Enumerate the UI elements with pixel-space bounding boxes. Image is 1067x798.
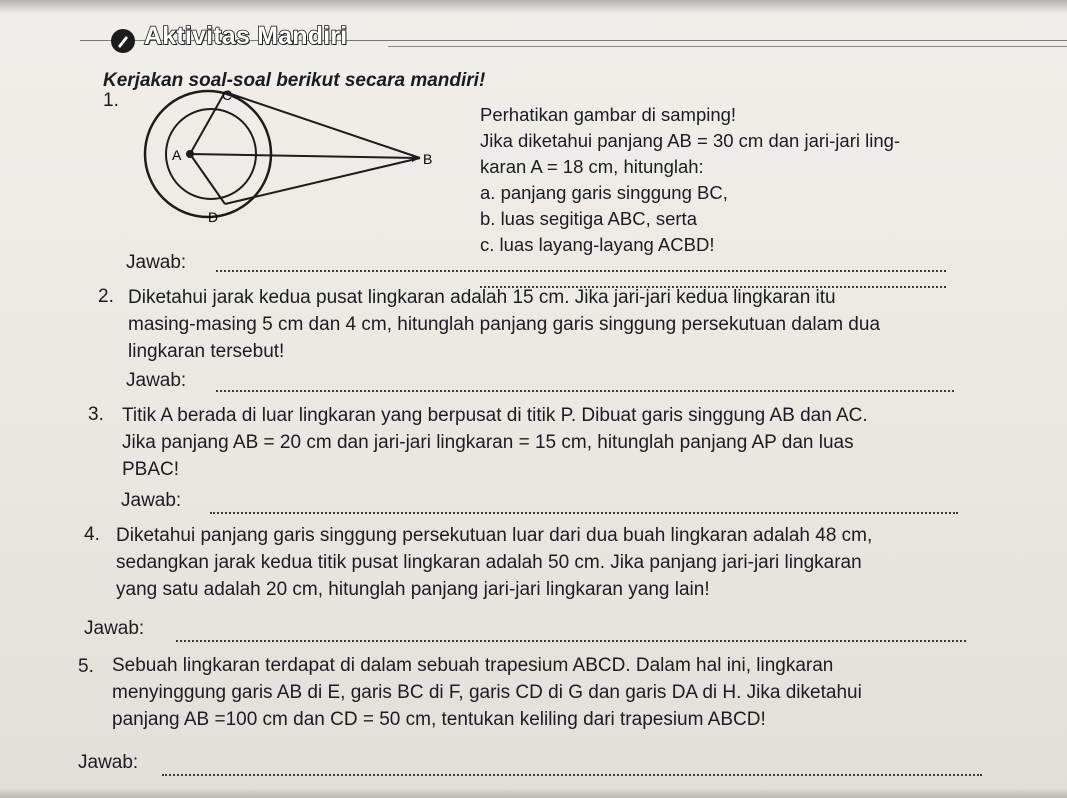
label-a: A [172,147,182,163]
label-d: D [208,209,219,225]
question-5-number: 5. [78,656,94,677]
question-2-line-1: Diketahui jarak kedua pusat lingkaran adalah 15 cm. Jika jari-jari kedua lingkaran itu [128,287,836,308]
page-shadow-bottom [0,788,1067,798]
question-2-answer-line[interactable] [216,390,954,392]
section-title: Aktivitas Mandiri [144,22,348,50]
question-3-text [122,402,868,483]
page-shadow-top [0,0,1067,14]
question-4-number: 4. [84,524,100,545]
header-rule-secondary [388,46,1067,47]
question-4-answer-line[interactable] [176,640,966,642]
question-1-text [480,102,900,258]
question-1-item-a: a. panjang garis singgung BC, [480,182,728,203]
instruction-text: Kerjakan soal-soal berikut secara mandiri! [103,70,486,91]
question-4-answer-label: Jawab: [84,618,145,639]
question-4-text [116,522,872,603]
label-b: B [423,151,433,167]
question-1-item-b: b. luas segitiga ABC, serta [480,208,697,229]
question-3-answer-line[interactable] [210,512,958,514]
question-2-text [128,284,880,365]
question-3-answer-label: Jawab: [121,490,182,511]
question-1-line-2: Jika diketahui panjang AB = 30 cm dan jari-jari ling- [480,130,901,151]
question-1-number: 1. [103,90,119,111]
question-2-answer-label: Jawab: [126,370,187,391]
question-5-answer-label: Jawab: [78,752,139,773]
question-5-text [112,652,862,733]
question-2-line-3: lingkaran tersebut! [128,341,285,362]
question-3-line-2: Jika panjang AB = 20 cm dan jari-jari lingkaran = 15 cm, hitunglah panjang AP dan luas [122,432,854,453]
question-4-line-2: sedangkan jarak kedua titik pusat lingkaran adalah 50 cm. Jika panjang jari-jari lingkaran [116,552,862,573]
question-2-number: 2. [98,286,114,307]
question-4-line-3: yang satu adalah 20 cm, hitunglah panjang jari-jari lingkaran yang lain! [116,579,710,600]
question-5-line-3: panjang AB =100 cm dan CD = 50 cm, tentukan keliling dari trapesium ABCD! [112,709,766,730]
question-4-line-1: Diketahui panjang garis singgung persekutuan luar dari dua buah lingkaran adalah 48 cm, [116,525,873,546]
question-1-answer-line[interactable] [216,270,946,272]
pencil-icon [110,28,136,54]
question-5-line-1: Sebuah lingkaran terdapat di dalam sebuah trapesium ABCD. Dalam hal ini, lingkaran [112,655,834,676]
question-1-item-c: c. luas layang-layang ACBD! [480,234,715,255]
tangent-circle-figure [130,86,433,236]
question-5-answer-line[interactable] [162,774,982,776]
question-2-line-2: masing-masing 5 cm dan 4 cm, hitunglah panjang garis singgung persekutuan dalam dua [128,314,881,335]
question-3-line-3: PBAC! [122,459,180,480]
question-3-line-1: Titik A berada di luar lingkaran yang berpusat di titik P. Dibuat garis singgung AB dan AC. [122,405,868,426]
question-5-line-2: menyinggung garis AB di E, garis BC di F, garis CD di G dan garis DA di H. Jika diketahui [112,682,862,703]
label-c: C [222,87,233,103]
question-1-line-3: karan A = 18 cm, hitunglah: [480,156,704,177]
question-3-number: 3. [88,404,104,425]
question-1-answer-label: Jawab: [126,252,187,273]
question-1-intro: Perhatikan gambar di samping! [480,104,737,125]
